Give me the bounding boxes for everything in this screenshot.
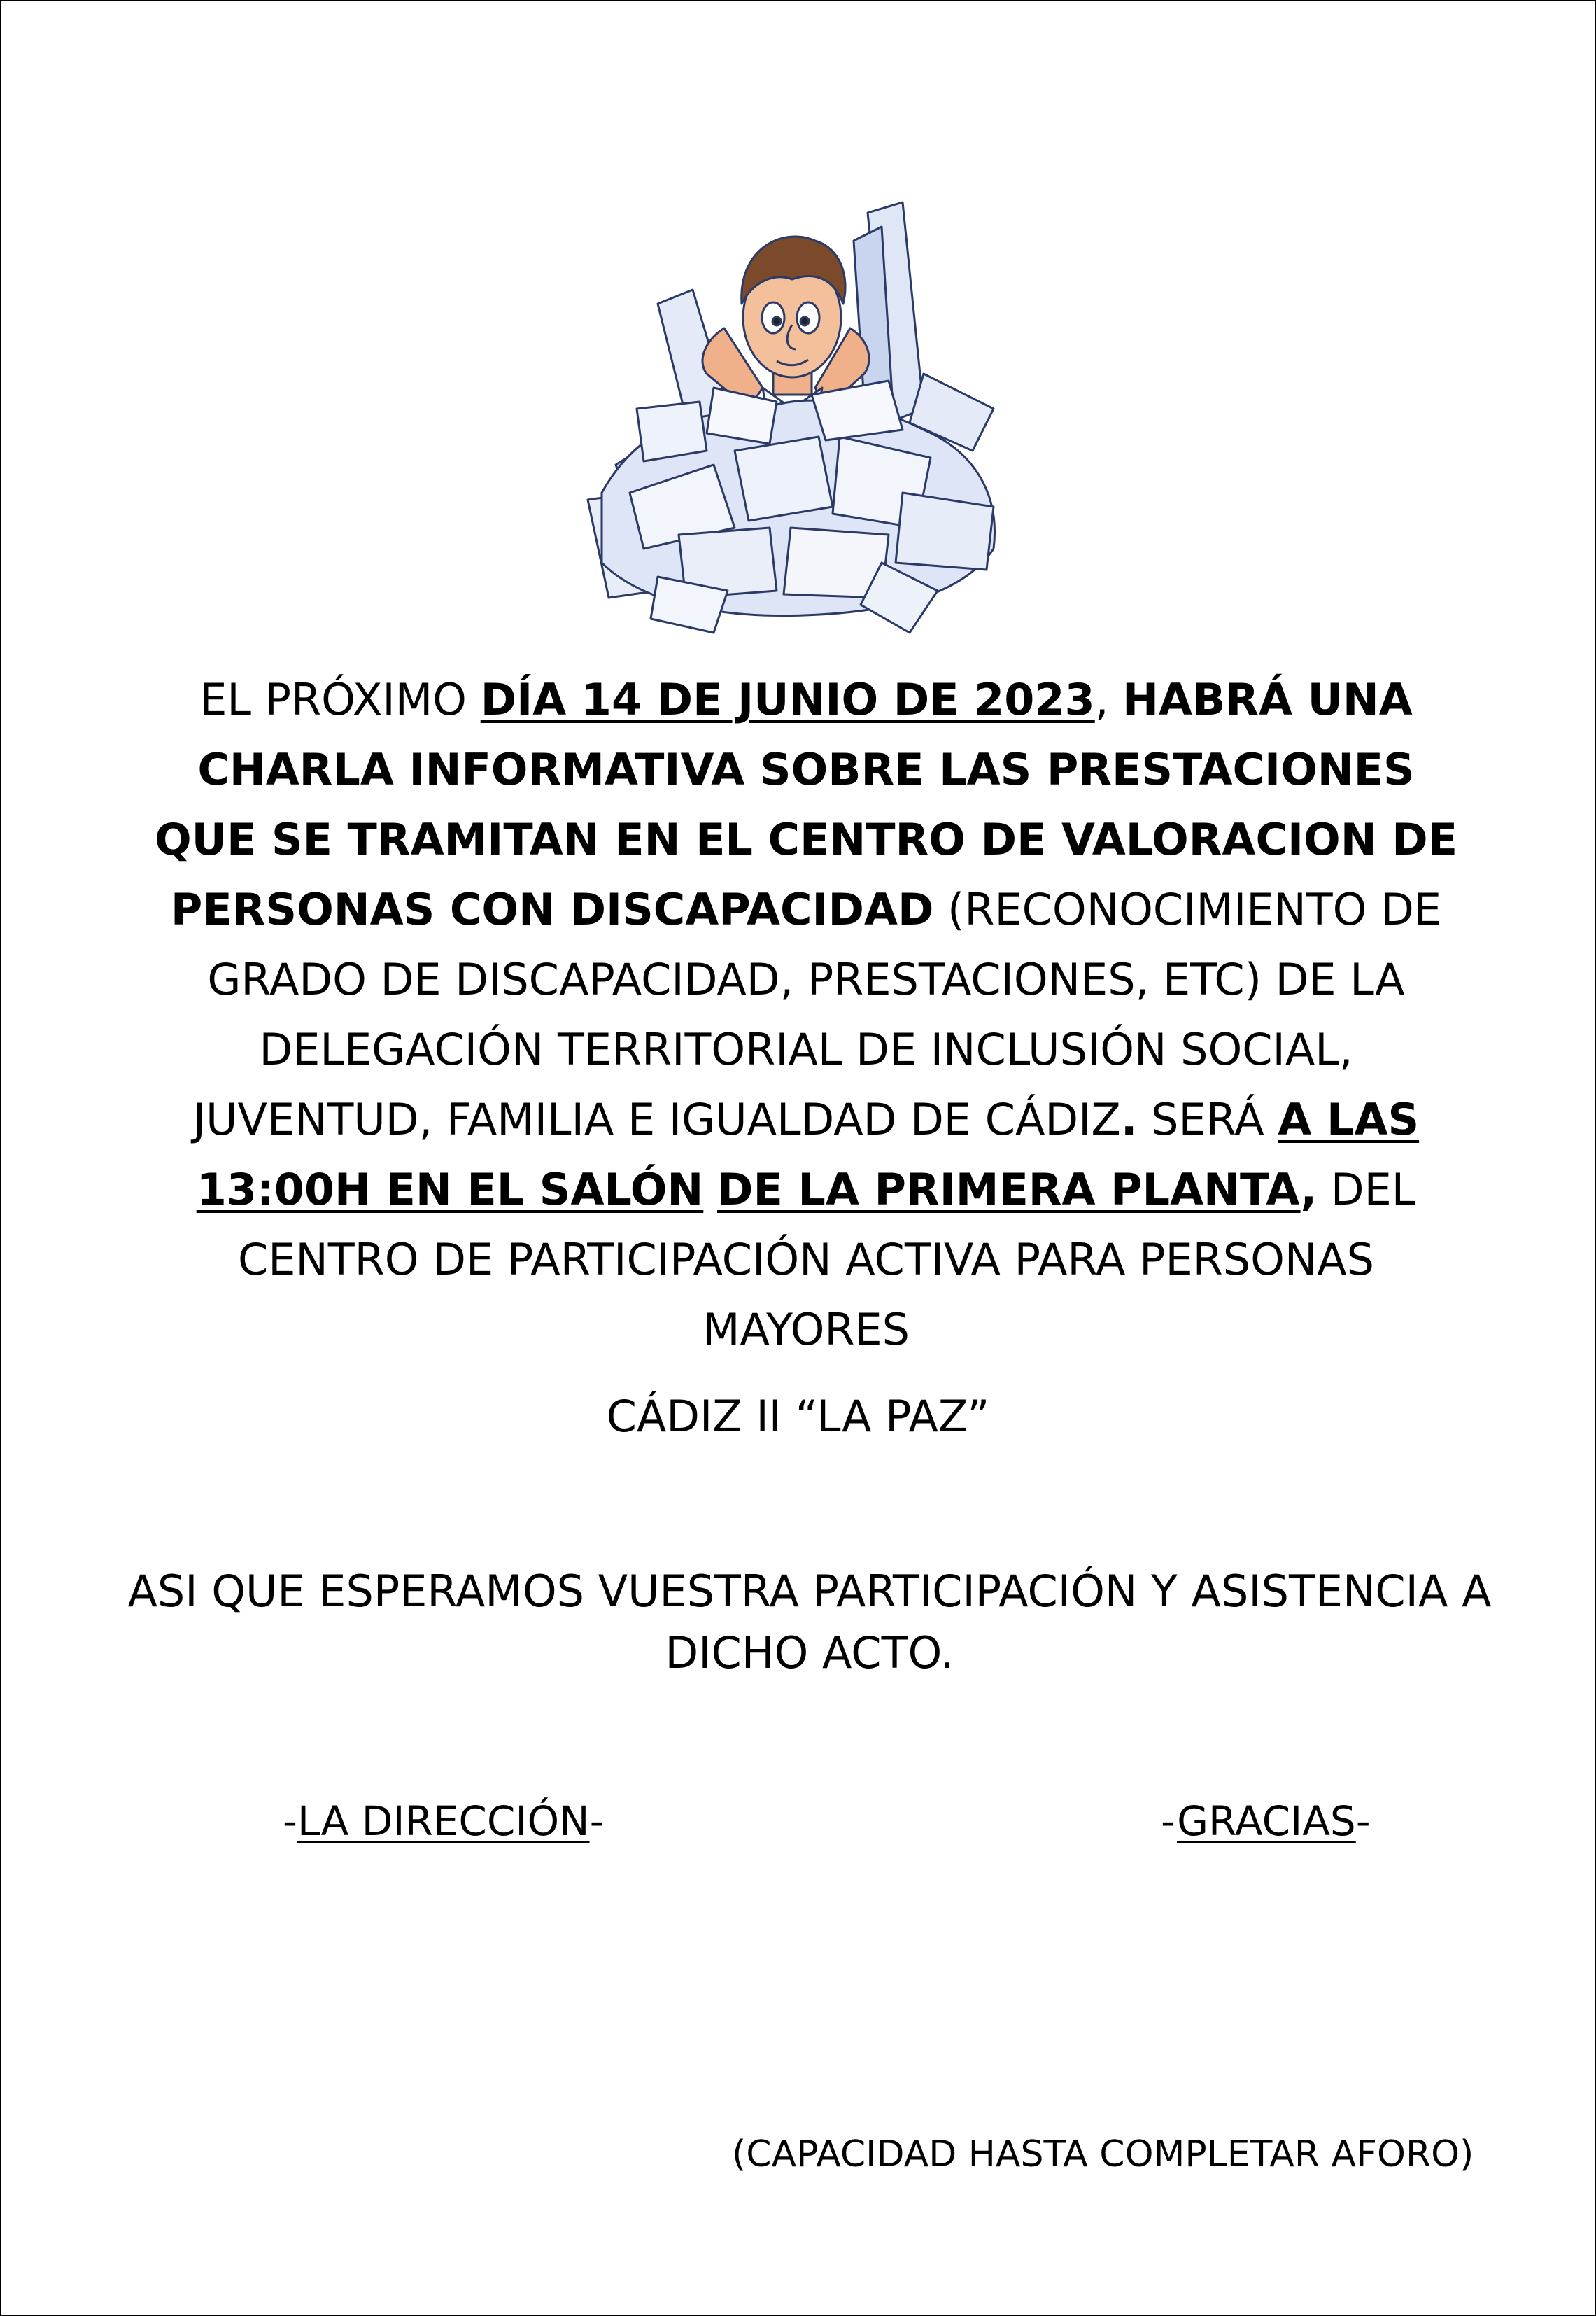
signature-left-dash-close: -: [589, 1797, 605, 1845]
capacity-note: (CAPACIDAD HASTA COMPLETAR AFORO): [732, 2133, 1474, 2175]
announcement-prefix: EL PRÓXIMO: [199, 674, 481, 725]
event-room: DE LA PRIMERA PLANTA: [717, 1164, 1301, 1215]
announcement-comma: ,: [1094, 674, 1123, 725]
announcement-venue: DEL CENTRO DE PARTICIPACIÓN ACTIVA PARA PERSONAS MAYORES: [237, 1164, 1416, 1355]
announcement-sera: SERÁ: [1137, 1094, 1278, 1145]
signature-left-text: LA DIRECCIÓN: [297, 1797, 590, 1845]
announcement-comma2: ,: [1300, 1164, 1318, 1215]
signature-direction: [283, 1793, 605, 1849]
announcement-paragraph: [141, 665, 1471, 1365]
event-location: CÁDIZ II “LA PAZ”: [606, 1391, 990, 1442]
event-date: DÍA 14 DE JUNIO DE 2023: [480, 674, 1095, 725]
announcement-details: (RECONOCIMIENTO DE GRADO DE DISCAPACIDAD, PRESTACIONES, ETC) DE LA DELEGACIÓN TERRITORIAL DE INCLUSIÓN SOCIAL, JUVENTUD, FAMILIA E IGUALDAD DE CÁDIZ: [192, 884, 1442, 1145]
signature-right-dash-open: -: [1161, 1797, 1178, 1845]
announcement-bold-text: HABRÁ UNA CHARLA INFORMATIVA SOBRE LAS PRESTACIONES QUE SE TRAMITAN EN EL CENTRO DE VALORACION DE PERSONAS CON DISCAPACIDAD: [154, 674, 1458, 935]
announcement-space: [703, 1164, 717, 1215]
announcement-dot: .: [1120, 1094, 1138, 1145]
signature-right-dash-close: -: [1355, 1797, 1371, 1845]
event-time: A LAS 13:00H EN EL SALÓN: [196, 1094, 1420, 1215]
man-buried-in-papers-icon: [574, 199, 1022, 640]
signature-thanks: [1161, 1793, 1371, 1849]
signature-right-text: GRACIAS: [1177, 1797, 1356, 1845]
closing-message: ASI QUE ESPERAMOS VUESTRA PARTICIPACIÓN Y ASISTENCIA A DICHO ACTO.: [127, 1566, 1492, 1678]
signature-left-dash-open: -: [283, 1797, 297, 1845]
